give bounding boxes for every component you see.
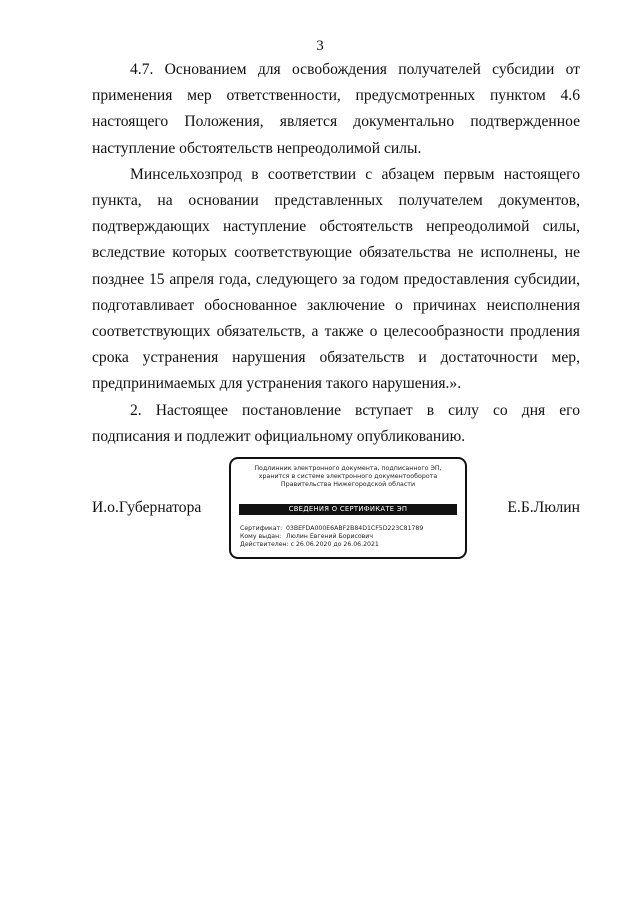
paragraph-2: 2. Настоящее постановление вступает в силу со дня его подписания и подлежит официальному опубликованию.	[92, 401, 580, 445]
ep-certificate-value: 03BEFDA000E6ABF2B84D1CF5D223C81789	[285, 525, 424, 532]
ep-header-line: Подлинник электронного документа, подписанного ЭП,	[254, 465, 442, 472]
ep-certificate-row	[240, 525, 423, 533]
paragraph-4-7: 4.7. Основанием для освобождения получателей субсидии от применения мер ответственности, предусмотренных пунктом 4.6 настоящего Положения, является документально подтвержденное наступление обстоятельств непреодолимой силы.	[92, 61, 580, 157]
document-body	[92, 57, 580, 450]
signatory-position: И.о.Губернатора	[92, 499, 202, 516]
ep-certificate-details	[240, 525, 423, 550]
signatory-name: Е.Б.Люлин	[507, 499, 580, 516]
ep-header-line: Правительства Нижегородской области	[280, 481, 416, 489]
ep-issued-to-label: Кому выдан:	[240, 533, 282, 541]
ep-certificate-label: Сертификат:	[240, 525, 283, 532]
ep-validity-row: Действителен: с 26.06.2020 до 26.06.2021	[240, 541, 379, 549]
electronic-signature-stamp	[229, 457, 467, 559]
ep-certificate-bar: СВЕДЕНИЯ О СЕРТИФИКАТЕ ЭП	[239, 504, 457, 515]
page-number: 3	[316, 38, 324, 54]
paragraph-minselkhozprod: Минсельхозпрод в соответствии с абзацем первым настоящего пункта, на основании представленных получателем документов, подтверждающих наступление обстоятельств непреодолимой силы, вследствие которых соответствующие обязательства не исполнены, не позднее 15 апреля года, следующего за годом предоставления субсидии, подготавливает обоснованное заключение о причинах неисполнения соответствующих обязательств, а также о целесообразности продления срока устранения нарушения обязательств и достаточности мер, предпринимаемых для устранения такого нарушения.».	[92, 165, 580, 393]
ep-stamp-header	[231, 465, 465, 490]
ep-header-line: хранится в системе электронного документооборота	[258, 473, 438, 481]
signature-row	[0, 455, 640, 565]
ep-issued-to-value: Люлин Евгений Борисович	[285, 533, 373, 541]
